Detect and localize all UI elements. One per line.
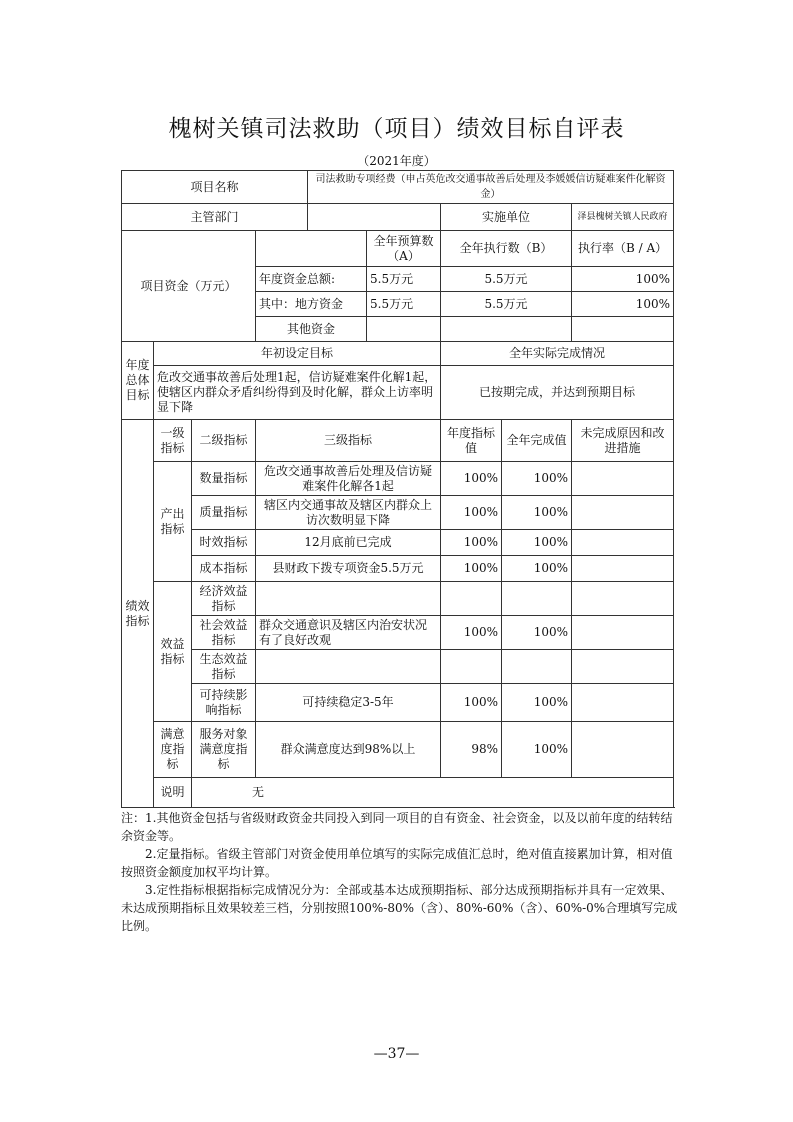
indicator-row: [122, 556, 674, 582]
impl-unit-label: 实施单位: [441, 204, 572, 231]
rate-header: 执行率（B / A）: [572, 231, 674, 267]
project-name-label: 项目名称: [122, 171, 308, 204]
budget-header: 全年预算数（A）: [367, 231, 441, 267]
footnote: 注：1.其他资金包括与省级财政资金共同投入到同一项目的自有资金、社会资金，以及以前年度的结转结余资金等。: [121, 811, 673, 843]
actual-value: 100%: [502, 530, 572, 556]
funds-rate-value: 100%: [572, 292, 674, 317]
reason-cell: [572, 650, 674, 684]
perf-indicators-label: 绩效指标: [122, 420, 154, 808]
lvl3-cell: 县财政下拨专项资金5.5万元: [256, 556, 441, 582]
goal-set-text: 危改交通事故善后处理1起，信访疑难案件化解1起，使辖区内群众矛盾纠纷得到及时化解，群众上访率明显下降: [154, 366, 441, 420]
actual-value: 100%: [502, 556, 572, 582]
target-value: [441, 650, 502, 684]
dept-label: 主管部门: [122, 204, 308, 231]
funds-rate-value: [572, 317, 674, 342]
lvl3-cell: 辖区内交通事故及辖区内群众上访次数明显下降: [256, 496, 441, 530]
funds-executed-value: 5.5万元: [441, 292, 572, 317]
lvl2-header: 二级指标: [192, 420, 256, 462]
lvl3-header: 三级指标: [256, 420, 441, 462]
reason-cell: [572, 462, 674, 496]
actual-value: 100%: [502, 722, 572, 778]
funds-label: 项目资金（万元）: [122, 231, 256, 342]
funds-header-blank: [256, 231, 367, 267]
funds-executed-value: [441, 317, 572, 342]
indicator-row: [122, 616, 674, 650]
funds-budget-value: [367, 317, 441, 342]
indicator-row: [122, 462, 674, 496]
lvl3-cell: 危改交通事故善后处理及信访疑难案件化解各1起: [256, 462, 441, 496]
remark-label: 说明: [154, 778, 192, 808]
remark-row: [122, 778, 674, 808]
dept-value: [308, 204, 441, 231]
lvl3-cell: 群众满意度达到98%以上: [256, 722, 441, 778]
goal-actual-text: 已按期完成，并达到预期目标: [441, 366, 674, 420]
reason-cell: [572, 496, 674, 530]
lvl2-cell: 可持续影响指标: [192, 684, 256, 722]
annual-goal-label: 年度总体目标: [122, 342, 154, 420]
actual-value: 100%: [502, 684, 572, 722]
reason-cell: [572, 530, 674, 556]
lvl2-cell: 质量指标: [192, 496, 256, 530]
goal-set-header: 年初设定目标: [154, 342, 441, 366]
funds-header-row: [122, 231, 674, 267]
lvl2-cell: 社会效益指标: [192, 616, 256, 650]
lvl3-cell: [256, 582, 441, 616]
goal-actual-header: 全年实际完成情况: [441, 342, 674, 366]
target-header: 年度指标值: [441, 420, 502, 462]
lvl2-cell: 成本指标: [192, 556, 256, 582]
lvl1-header: 一级指标: [154, 420, 192, 462]
lvl2-cell: 经济效益指标: [192, 582, 256, 616]
funds-row-label: 其中：地方资金: [256, 292, 367, 317]
page-title: 槐树关镇司法救助（项目）绩效目标自评表: [168, 116, 625, 142]
lvl3-cell: 12月底前已完成: [256, 530, 441, 556]
target-value: 98%: [441, 722, 502, 778]
actual-value: [502, 582, 572, 616]
footnote: 3.定性指标根据指标完成情况分为：全部或基本达成预期指标、部分达成预期指标并具有一定效果、未达成预期指标且效果较差三档，分别按照100%-80%（含）、80%-60%（含）、60%-0%合理填写完成比例。: [121, 883, 678, 933]
lvl2-cell: 服务对象满意度指标: [192, 722, 256, 778]
lvl3-cell: [256, 650, 441, 684]
lvl3-cell: 可持续稳定3-5年: [256, 684, 441, 722]
output-indicators-label: 产出指标: [154, 462, 192, 582]
goal-content-row: [122, 366, 674, 420]
perf-header-row: [122, 420, 674, 462]
reason-cell: [572, 722, 674, 778]
funds-rate-value: 100%: [572, 267, 674, 292]
reason-cell: [572, 684, 674, 722]
actual-value: 100%: [502, 616, 572, 650]
funds-budget-value: 5.5万元: [367, 292, 441, 317]
target-value: 100%: [441, 530, 502, 556]
reason-cell: [572, 556, 674, 582]
lvl2-cell: 生态效益指标: [192, 650, 256, 684]
evaluation-table: [121, 170, 674, 808]
satisfaction-indicators-label: 满意度指标: [154, 722, 192, 778]
lvl3-cell: 群众交通意识及辖区内治安状况有了良好改观: [256, 616, 441, 650]
benefit-indicators-label: 效益指标: [154, 582, 192, 722]
funds-executed-value: 5.5万元: [441, 267, 572, 292]
lvl2-cell: 时效指标: [192, 530, 256, 556]
funds-budget-value: 5.5万元: [367, 267, 441, 292]
footnotes: [121, 809, 681, 935]
actual-value: 100%: [502, 496, 572, 530]
target-value: 100%: [441, 556, 502, 582]
indicator-row: [122, 530, 674, 556]
actual-header: 全年完成值: [502, 420, 572, 462]
lvl2-cell: 数量指标: [192, 462, 256, 496]
reason-cell: [572, 616, 674, 650]
actual-value: [502, 650, 572, 684]
project-name-value: 司法救助专项经费（申占英危改交通事故善后处理及李媛媛信访疑难案件化解资金）: [308, 171, 674, 204]
indicator-row: [122, 496, 674, 530]
target-value: 100%: [441, 616, 502, 650]
dept-row: [122, 204, 674, 231]
indicator-row: [122, 650, 674, 684]
target-value: 100%: [441, 462, 502, 496]
actual-value: 100%: [502, 462, 572, 496]
reason-cell: [572, 582, 674, 616]
reason-header: 未完成原因和改进措施: [572, 420, 674, 462]
remark-value: 无: [192, 778, 674, 808]
indicator-row: [122, 582, 674, 616]
funds-row-label: 年度资金总额:: [256, 267, 367, 292]
project-name-row: [122, 171, 674, 204]
footnote: 2.定量指标。省级主管部门对资金使用单位填写的实际完成值汇总时，绝对值直接累加计算，相对值按照资金额度加权平均计算。: [121, 847, 673, 879]
indicator-row: [122, 684, 674, 722]
target-value: 100%: [441, 684, 502, 722]
year-label: （2021年度）: [357, 154, 436, 168]
page-number: —37—: [373, 1046, 420, 1062]
target-value: 100%: [441, 496, 502, 530]
target-value: [441, 582, 502, 616]
impl-unit-value: 泽县槐树关镇人民政府: [572, 204, 674, 231]
executed-header: 全年执行数（B）: [441, 231, 572, 267]
goal-header-row: [122, 342, 674, 366]
indicator-row: [122, 722, 674, 778]
funds-row-label: 其他资金: [256, 317, 367, 342]
